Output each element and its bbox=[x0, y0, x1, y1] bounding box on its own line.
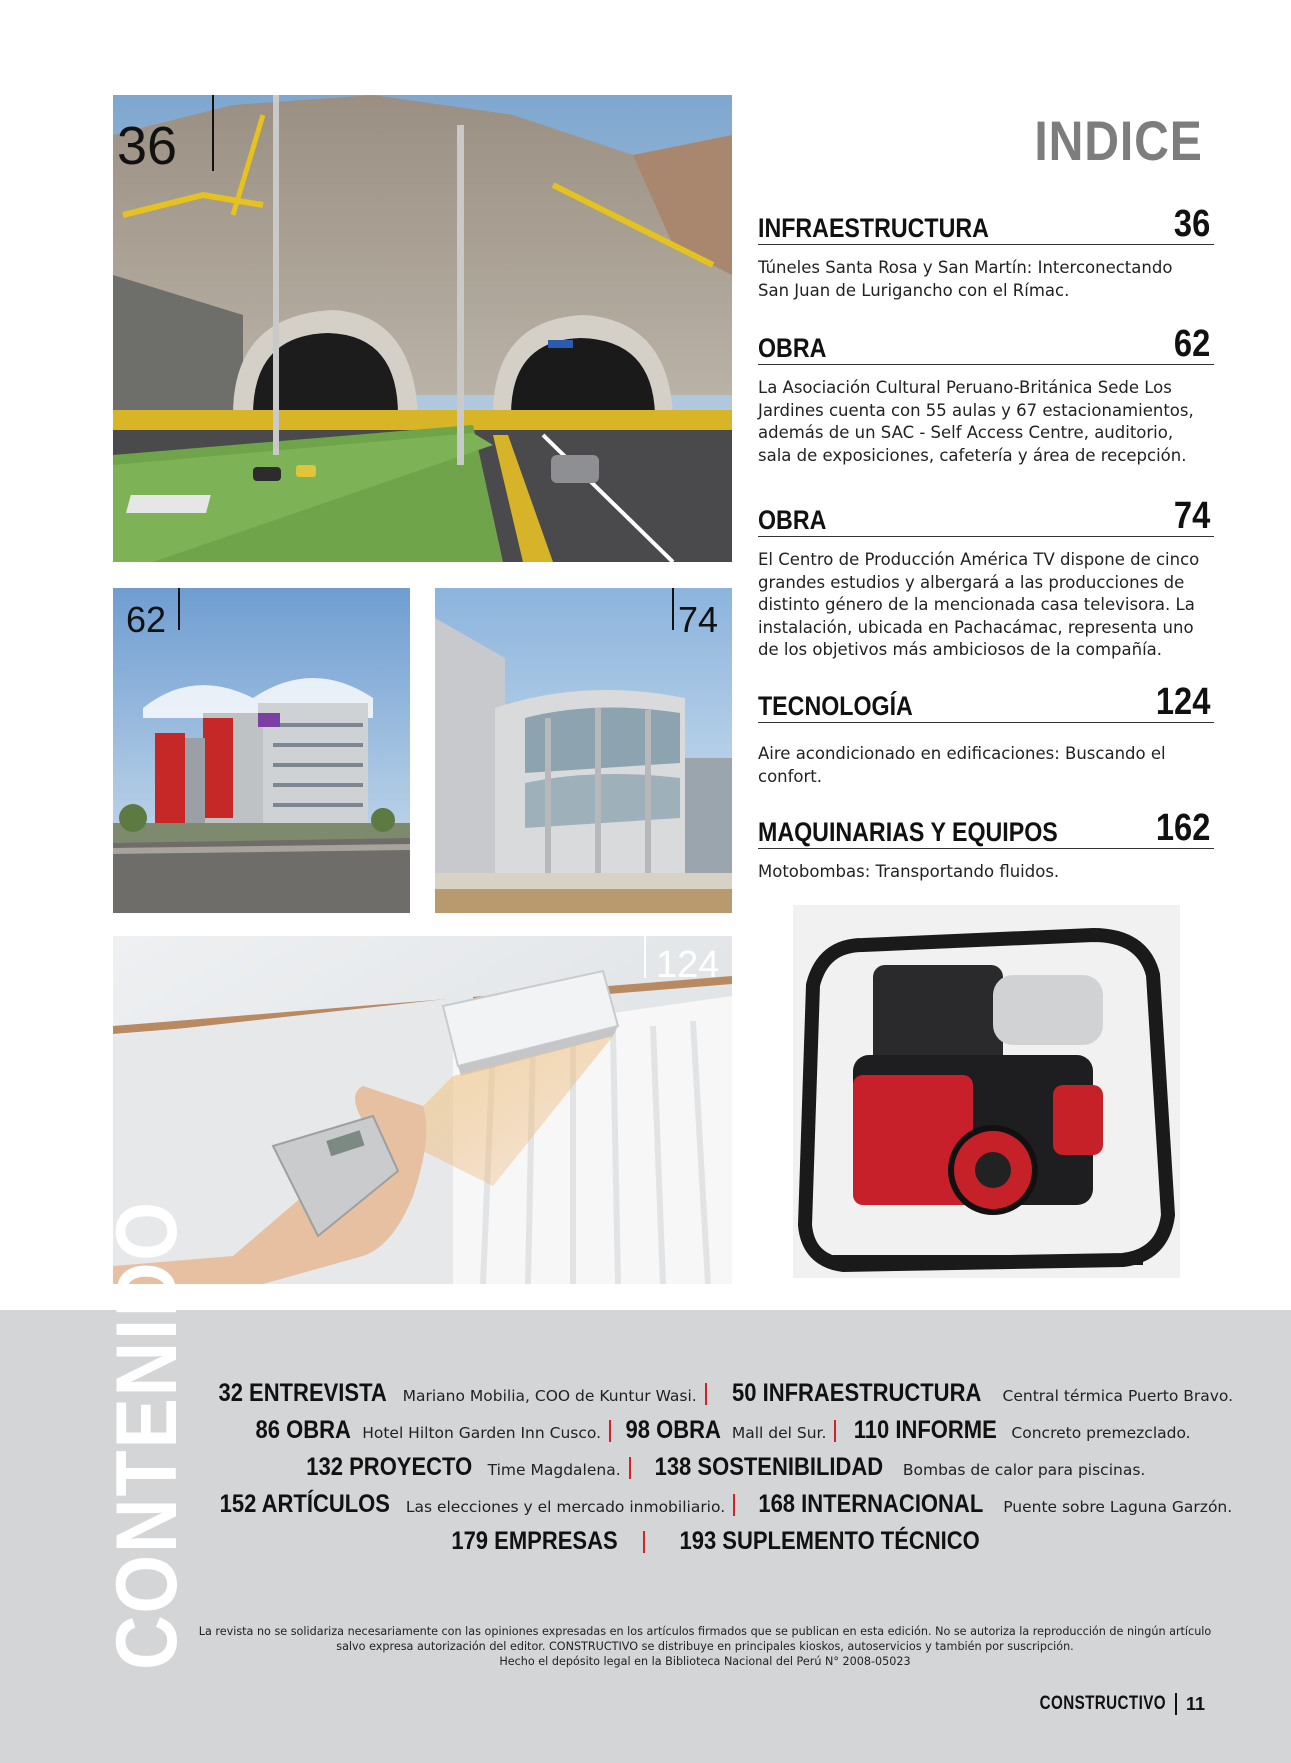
contents-item-heading: 132 PROYECTO bbox=[305, 1453, 472, 1481]
index-entry bbox=[758, 809, 1214, 884]
index-entry-page[interactable]: 62 bbox=[1173, 323, 1210, 365]
index-entry bbox=[758, 325, 1214, 467]
index-entry-description: Túneles Santa Rosa y San Martín: Interconectando San Juan de Lurigancho con el Rímac. bbox=[758, 258, 1173, 300]
contents-line bbox=[190, 1486, 1250, 1523]
contents-item-heading: 138 SOSTENIBILIDAD bbox=[654, 1453, 883, 1481]
page-number: 11 bbox=[1185, 1693, 1205, 1714]
contents-item-heading: 179 EMPRESAS bbox=[451, 1527, 618, 1555]
index-entry-page[interactable]: 162 bbox=[1155, 807, 1210, 849]
water-pump-photo bbox=[793, 905, 1180, 1278]
index-entry bbox=[758, 683, 1214, 788]
air-conditioner-photo bbox=[113, 936, 732, 1284]
contents-item-description: Mariano Mobilia, COO de Kuntur Wasi. bbox=[402, 1387, 697, 1405]
contents-item-description: Hotel Hilton Garden Inn Cusco. bbox=[362, 1424, 602, 1442]
contents-line bbox=[190, 1449, 1250, 1486]
contents-item[interactable] bbox=[249, 1412, 601, 1452]
legal-disclaimer bbox=[190, 1624, 1220, 1669]
disclaimer-line: La revista no se solidariza necesariamente con las opiniones expresadas en los artículos firmados que se publican en esta edición. No se autoriza la reproducción de ningún artículo bbox=[198, 1625, 1212, 1638]
disclaimer-line: Hecho el depósito legal en la Biblioteca Nacional del Perú N° 2008-05023 bbox=[499, 1655, 911, 1668]
index-entry bbox=[758, 497, 1214, 662]
contents-vertical-title: CONTENIDO bbox=[99, 1200, 195, 1670]
index-entry-header bbox=[758, 683, 1214, 723]
page-footer bbox=[1008, 1693, 1205, 1715]
index-entry-header bbox=[758, 497, 1214, 537]
red-separator bbox=[609, 1420, 611, 1442]
contents-item[interactable] bbox=[639, 1449, 1146, 1489]
contents-item[interactable] bbox=[619, 1412, 826, 1452]
contents-line bbox=[190, 1375, 1250, 1412]
america-tv-photo bbox=[435, 588, 732, 913]
index-entry-description: Aire acondicionado en edificaciones: Buscando el confort. bbox=[758, 744, 1166, 786]
contents-item[interactable] bbox=[208, 1486, 725, 1526]
index-title: INDICE bbox=[1034, 109, 1203, 172]
index-entry-section: OBRA bbox=[758, 333, 827, 363]
contents-item-heading: 193 SUPLEMENTO TÉCNICO bbox=[679, 1527, 980, 1555]
contents-list bbox=[190, 1375, 1250, 1560]
contents-line bbox=[190, 1523, 1250, 1560]
footer-divider bbox=[1175, 1693, 1177, 1715]
contents-item-description: Puente sobre Laguna Garzón. bbox=[1003, 1498, 1233, 1516]
index-entry-section: TECNOLOGÍA bbox=[758, 691, 913, 721]
ac-tag-bar bbox=[644, 936, 646, 978]
tunnel-tag-bar bbox=[212, 95, 214, 171]
acp-tag-bar bbox=[178, 588, 180, 630]
contents-item-heading: 50 INFRAESTRUCTURA bbox=[731, 1379, 982, 1407]
index-entry-page[interactable]: 124 bbox=[1155, 681, 1210, 723]
contents-item-description: Bombas de calor para piscinas. bbox=[902, 1461, 1146, 1479]
index-entry bbox=[758, 205, 1214, 302]
index-entry-header bbox=[758, 809, 1214, 849]
america-tag-bar bbox=[672, 588, 674, 630]
index-entry-header bbox=[758, 205, 1214, 245]
contents-item[interactable] bbox=[207, 1375, 697, 1415]
contents-item[interactable] bbox=[743, 1486, 1232, 1526]
contents-item[interactable] bbox=[295, 1449, 621, 1489]
tunnel-photo bbox=[113, 95, 732, 562]
contents-line bbox=[190, 1412, 1250, 1449]
index-entry-section: OBRA bbox=[758, 505, 827, 535]
red-separator bbox=[733, 1494, 735, 1516]
index-entry-page[interactable]: 74 bbox=[1173, 495, 1210, 537]
contents-item[interactable] bbox=[659, 1523, 1000, 1563]
index-entry-description: La Asociación Cultural Peruano-Británica Sede Los Jardines cuenta con 55 aulas y 67 estacionamientos, además de un SAC - Self Access Centre, auditorio, sala de exposiciones, cafetería y área de recepción. bbox=[758, 378, 1194, 465]
acp-page-tag: 62 bbox=[126, 599, 167, 640]
index-entry-description: Motobombas: Transportando fluidos. bbox=[758, 862, 1060, 881]
red-separator bbox=[834, 1420, 836, 1442]
contents-item-description: Time Magdalena. bbox=[487, 1461, 621, 1479]
disclaimer-line: salvo expresa autorización del editor. CONSTRUCTIVO se distribuye en principales kioskos, autoservicios y también por suscripción. bbox=[336, 1640, 1074, 1653]
acp-building-photo bbox=[113, 588, 410, 913]
index-entry-section: MAQUINARIAS Y EQUIPOS bbox=[758, 817, 1058, 847]
contents-item-heading: 32 ENTREVISTA bbox=[218, 1379, 387, 1407]
ac-page-tag: 124 bbox=[656, 944, 720, 986]
index-entry-page[interactable]: 36 bbox=[1173, 203, 1210, 245]
index-entry-header bbox=[758, 325, 1214, 365]
contents-item[interactable] bbox=[440, 1523, 629, 1563]
contents-item-description: Concreto premezclado. bbox=[1011, 1424, 1191, 1442]
contents-item[interactable] bbox=[715, 1375, 1233, 1415]
contents-item-description: Mall del Sur. bbox=[731, 1424, 827, 1442]
contents-item-heading: 110 INFORME bbox=[854, 1416, 998, 1444]
contents-item[interactable] bbox=[844, 1412, 1190, 1452]
red-separator bbox=[705, 1383, 707, 1405]
red-separator bbox=[643, 1531, 645, 1553]
contents-item-heading: 152 ARTÍCULOS bbox=[219, 1490, 390, 1518]
contents-item-description: Las elecciones y el mercado inmobiliario. bbox=[405, 1498, 726, 1516]
index-entry-section: INFRAESTRUCTURA bbox=[758, 213, 989, 243]
contents-item-description: Central térmica Puerto Bravo. bbox=[1002, 1387, 1234, 1405]
america-page-tag: 74 bbox=[678, 599, 719, 640]
contents-item-heading: 168 INTERNACIONAL bbox=[758, 1490, 984, 1518]
contents-item-heading: 86 OBRA bbox=[255, 1416, 352, 1444]
magazine-brand: CONSTRUCTIVO bbox=[1039, 1693, 1166, 1714]
tunnel-page-tag: 36 bbox=[117, 116, 178, 176]
index-entry-description: El Centro de Producción América TV dispone de cinco grandes estudios y albergará a las producciones de distinto género de la mencionada casa televisora. La instalación, ubicada en Pachacámac, representa uno de los objetivos más ambiciosos de la compañía. bbox=[758, 550, 1200, 659]
contents-item-heading: 98 OBRA bbox=[625, 1416, 721, 1444]
red-separator bbox=[629, 1457, 631, 1479]
